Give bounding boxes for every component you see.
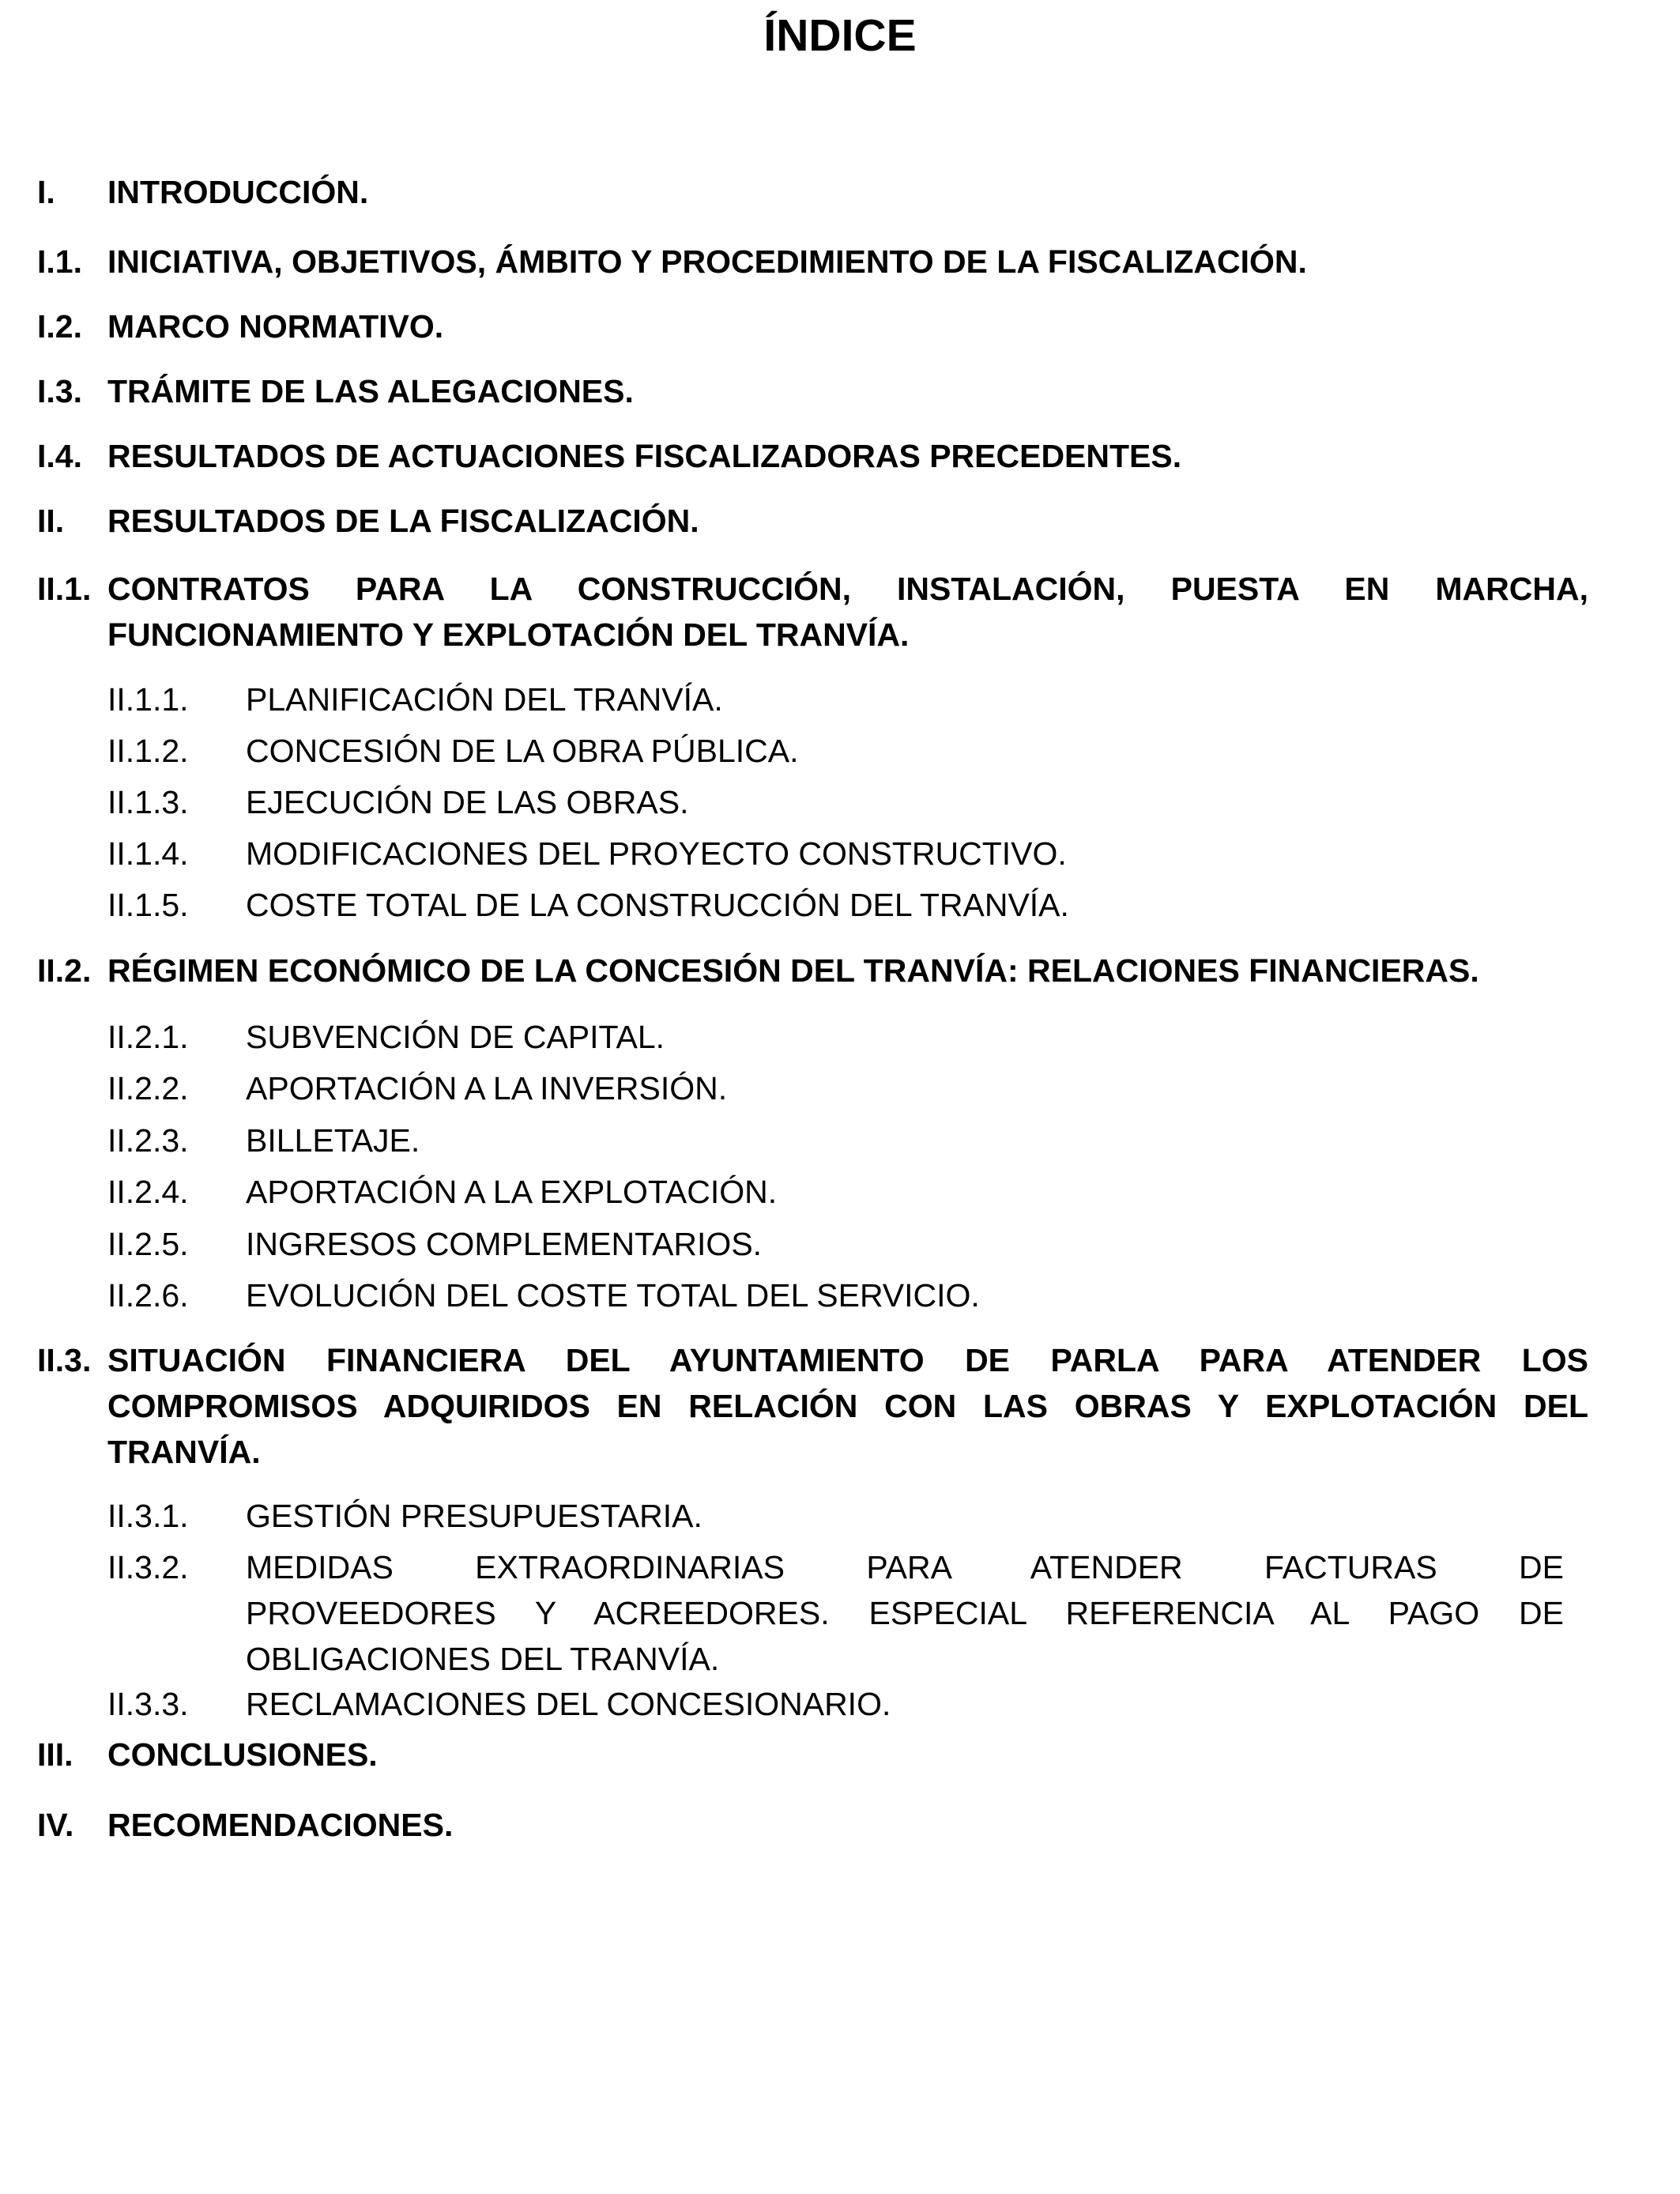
toc-entry-number: I.2. [37, 308, 82, 345]
toc-entry-number: I.1. [37, 243, 82, 280]
toc-entry-number: I.4. [37, 438, 82, 474]
toc-entry-number: II.2.3. [107, 1122, 189, 1159]
toc-entry-title: RECLAMACIONES DEL CONCESIONARIO. [246, 1686, 891, 1722]
toc-entry-title-line: FUNCIONAMIENTO Y EXPLOTACIÓN DEL TRANVÍA. [107, 616, 910, 653]
toc-entry-number: III. [37, 1736, 73, 1773]
toc-entry-number: IV. [37, 1807, 74, 1843]
toc-entry-title: PLANIFICACIÓN DEL TRANVÍA. [246, 681, 723, 718]
toc-entry-title: CONCESIÓN DE LA OBRA PÚBLICA. [246, 733, 799, 769]
toc-entry-title-line: TRANVÍA. [107, 1434, 261, 1470]
toc-entry-number: II. [37, 503, 65, 539]
toc-entry-title: INTRODUCCIÓN. [107, 174, 369, 210]
toc-entry-number: II.1.5. [107, 887, 189, 923]
toc-entry-title: EVOLUCIÓN DEL COSTE TOTAL DEL SERVICIO. [246, 1277, 980, 1314]
toc-entry-title: MARCO NORMATIVO. [107, 308, 444, 345]
toc-entry-title: SUBVENCIÓN DE CAPITAL. [246, 1019, 665, 1055]
toc-entry-title-line: COMPROMISOS ADQUIRIDOS EN RELACIÓN CON LAS OBRAS Y EXPLOTACIÓN DEL [107, 1388, 1588, 1424]
toc-entry-title: EJECUCIÓN DE LAS OBRAS. [246, 784, 689, 820]
toc-entry-number: II.1.4. [107, 835, 189, 872]
toc-entry-number: II.2.2. [107, 1070, 189, 1106]
toc-entry-title: CONCLUSIONES. [107, 1736, 378, 1773]
toc-entry-title: RESULTADOS DE LA FISCALIZACIÓN. [107, 503, 699, 539]
toc-entry-title: COSTE TOTAL DE LA CONSTRUCCIÓN DEL TRANVÍA. [246, 887, 1069, 923]
toc-entry-title-line: MEDIDAS EXTRAORDINARIAS PARA ATENDER FACTURAS DE [246, 1549, 1564, 1585]
toc-entry-title: GESTIÓN PRESUPUESTARIA. [246, 1498, 703, 1534]
toc-entry-number: I.3. [37, 373, 82, 409]
toc-entry-number: II.1.1. [107, 681, 189, 718]
toc-entry-number: II.3.3. [107, 1686, 189, 1722]
toc-entry-title-line: CONTRATOS PARA LA CONSTRUCCIÓN, INSTALACIÓN, PUESTA EN MARCHA, [107, 571, 1588, 607]
toc-entry-title: RÉGIMEN ECONÓMICO DE LA CONCESIÓN DEL TRANVÍA: RELACIONES FINANCIERAS. [107, 952, 1479, 989]
toc-entry-number: II.1.2. [107, 733, 189, 769]
toc-entry-title: APORTACIÓN A LA INVERSIÓN. [246, 1070, 728, 1106]
toc-entry-title: BILLETAJE. [246, 1122, 420, 1159]
toc-entry-title: APORTACIÓN A LA EXPLOTACIÓN. [246, 1174, 778, 1210]
toc-entry-title: INGRESOS COMPLEMENTARIOS. [246, 1226, 763, 1262]
toc-entry-title: RECOMENDACIONES. [107, 1807, 454, 1843]
toc-entry-title [107, 1337, 1588, 1475]
toc-entry-title [107, 566, 1588, 658]
toc-entry-number: II.2. [37, 952, 92, 989]
toc-entry-number: II.1. [37, 571, 92, 607]
toc-entry-title-line: OBLIGACIONES DEL TRANVÍA. [246, 1641, 720, 1677]
toc-entry-title-line: PROVEEDORES Y ACREEDORES. ESPECIAL REFERENCIA AL PAGO DE [246, 1595, 1564, 1631]
toc-entry-number: I. [37, 174, 55, 210]
toc-entry-number: II.3.2. [107, 1549, 189, 1585]
toc-entry-number: II.3.1. [107, 1498, 189, 1534]
toc-entry-number: II.2.4. [107, 1174, 189, 1210]
toc-entry-number: II.3. [37, 1342, 92, 1378]
toc-entry-number: II.2.5. [107, 1226, 189, 1262]
toc-entry-number: II.2.1. [107, 1019, 189, 1055]
page-title: ÍNDICE [763, 10, 917, 61]
toc-entry-title: INICIATIVA, OBJETIVOS, ÁMBITO Y PROCEDIMIENTO DE LA FISCALIZACIÓN. [107, 243, 1307, 280]
toc-entry-title: TRÁMITE DE LAS ALEGACIONES. [107, 373, 634, 409]
toc-entry-title-line: SITUACIÓN FINANCIERA DEL AYUNTAMIENTO DE PARLA PARA ATENDER LOS [107, 1342, 1588, 1378]
toc-entry-title: MODIFICACIONES DEL PROYECTO CONSTRUCTIVO. [246, 835, 1067, 872]
toc-entry-title [246, 1544, 1564, 1682]
toc-entry-number: II.2.6. [107, 1277, 189, 1314]
toc-entry-number: II.1.3. [107, 784, 189, 820]
toc-entry-title: RESULTADOS DE ACTUACIONES FISCALIZADORAS PRECEDENTES. [107, 438, 1182, 474]
